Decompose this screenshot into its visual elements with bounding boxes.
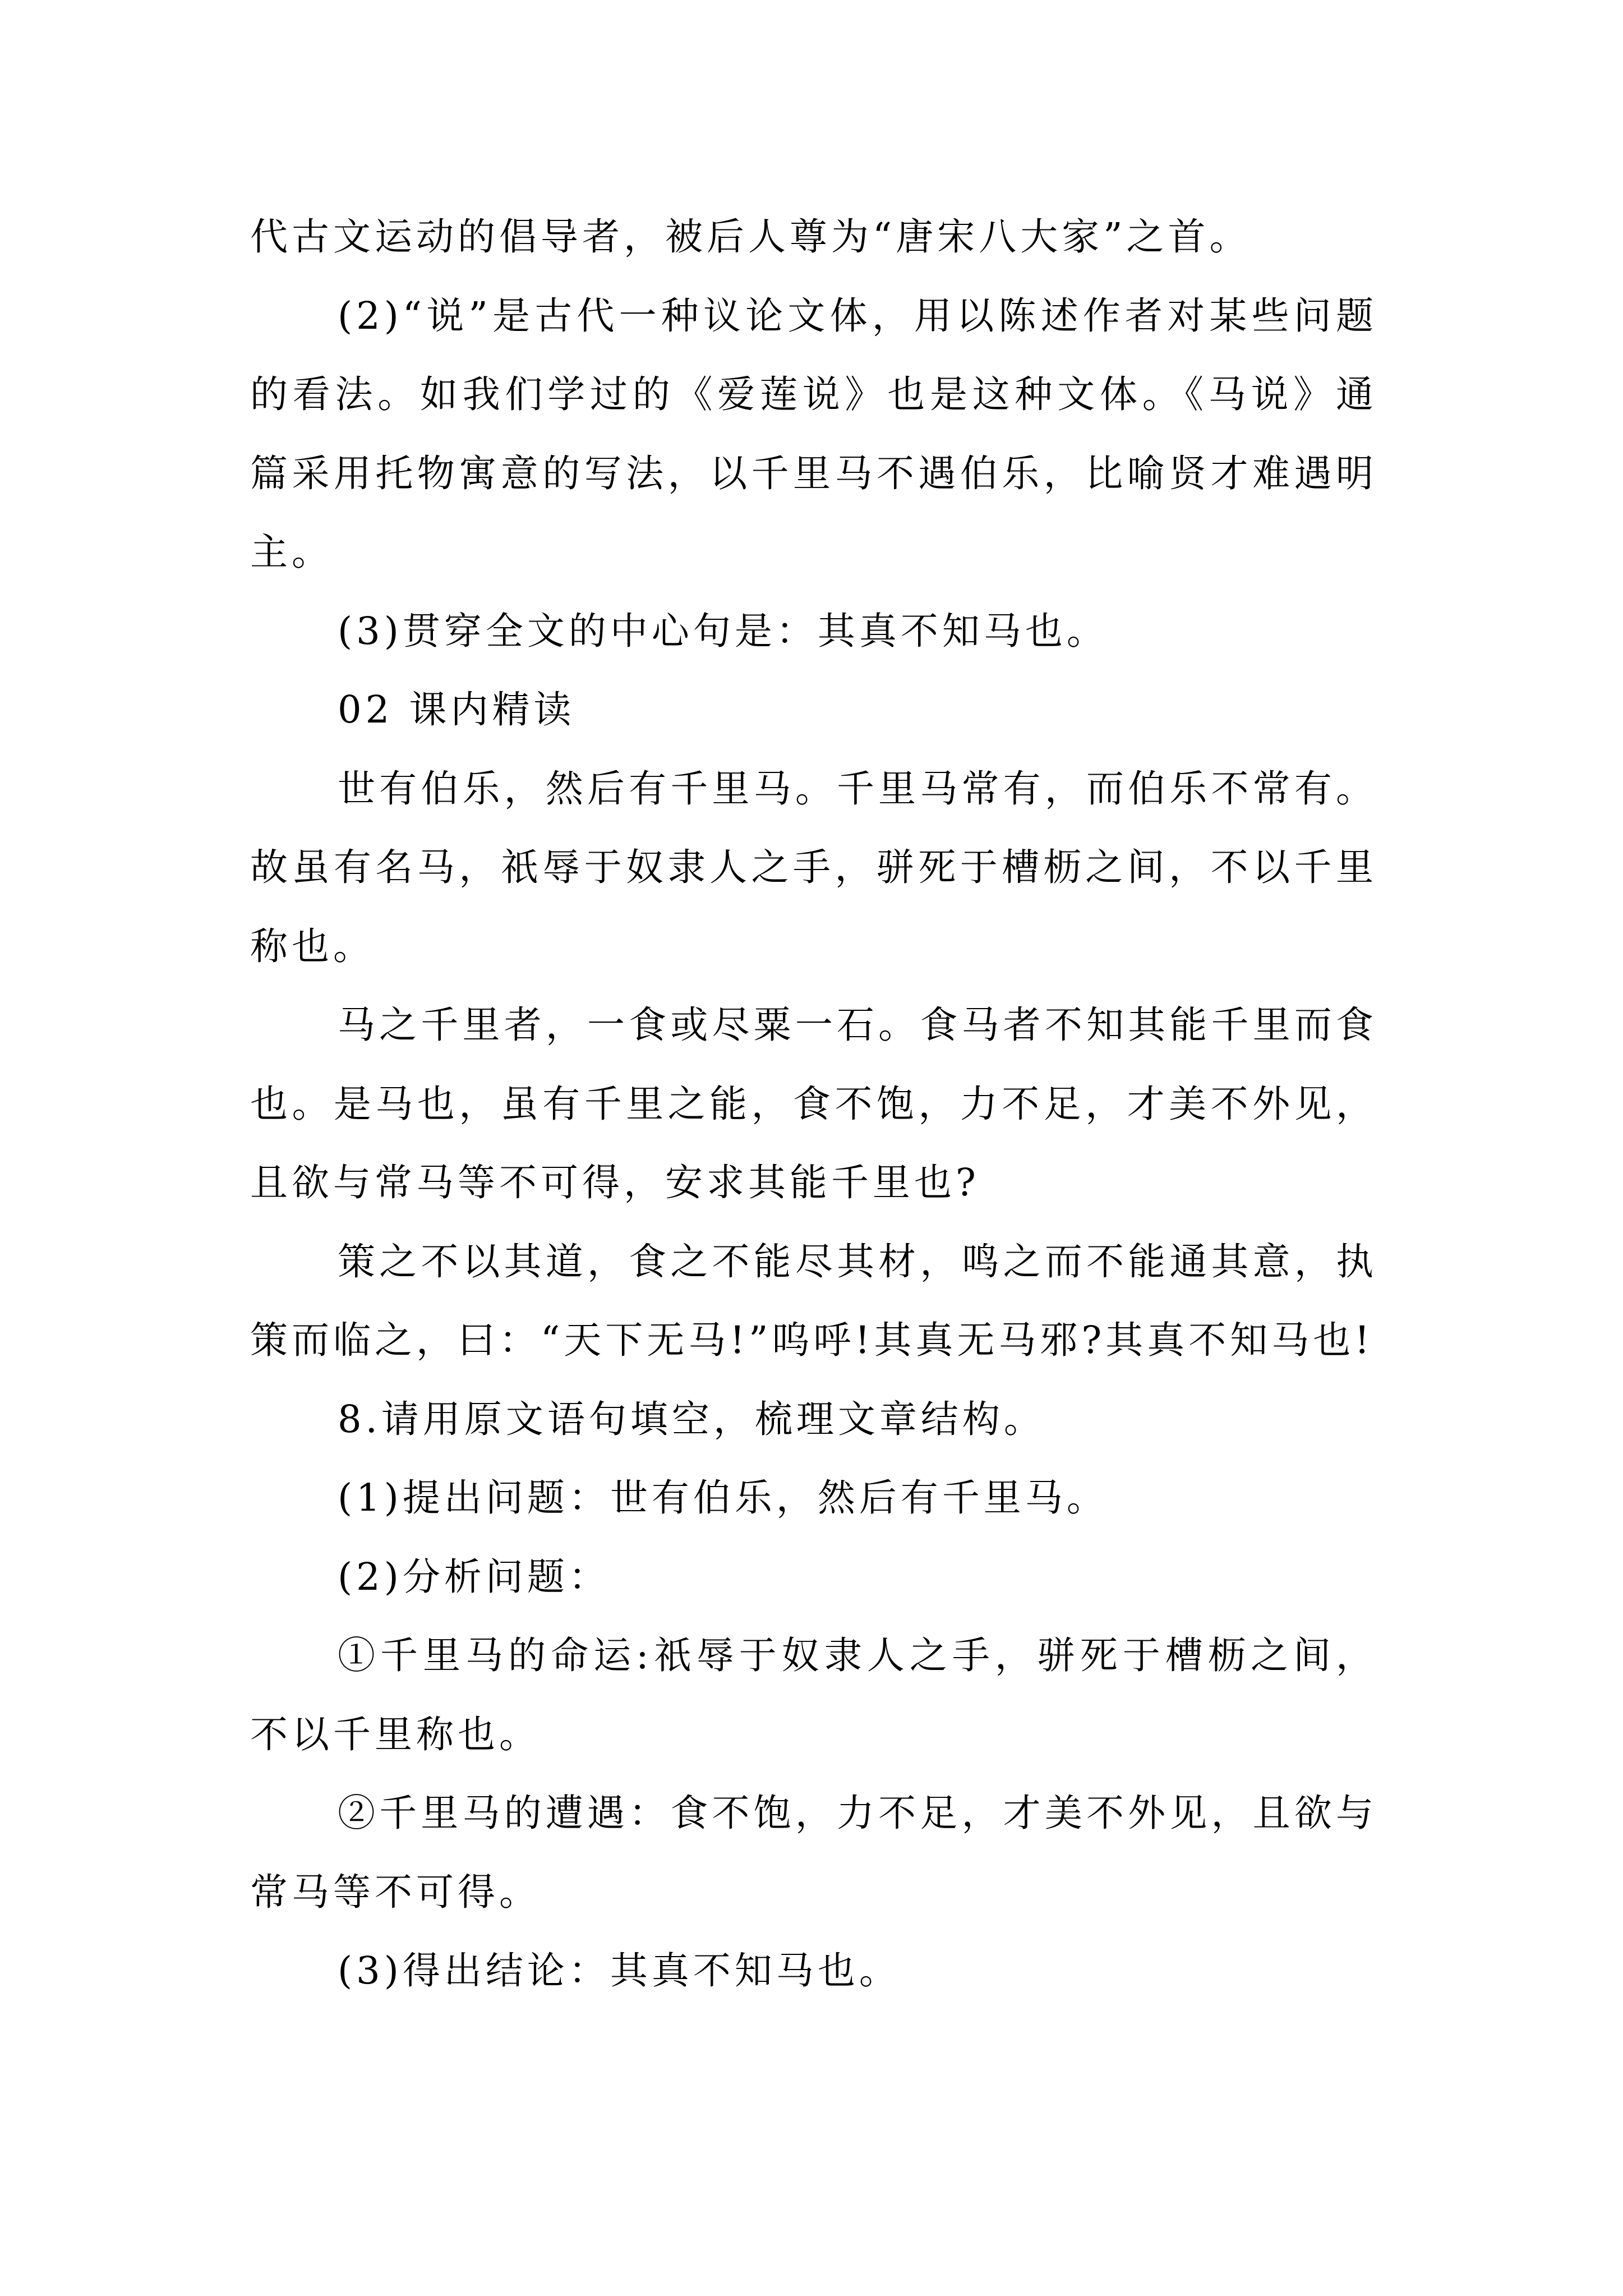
answer-2a-fate: ①千里马的命运:祇辱于奴隶人之手，骈死于槽枥之间，不以千里称也。 — [250, 1634, 1377, 1756]
answer-2b-treatment: ②千里马的遭遇：食不饱，力不足，才美不外见，且欲与常马等不可得。 — [250, 1791, 1377, 1914]
answer-1-raise-question: (1)提出问题：世有伯乐，然后有千里马。 — [338, 1476, 1108, 1520]
question-8-prompt: 8.请用原文语句填空，梳理文章结构。 — [338, 1397, 1045, 1441]
paragraph-note-2-genre: (2)“说”是古代一种议论文体，用以陈述作者对某些问题的看法。如我们学过的《爱莲说》也是这种文体。《马说》通篇采用托物寓意的写法，以千里马不遇伯乐，比喻贤才难遇明主。 — [250, 293, 1377, 574]
paragraph-note-3-central-sentence: (3)贯穿全文的中心句是：其真不知马也。 — [338, 609, 1108, 653]
paragraph-author-intro-continued: 代古文运动的倡导者，被后人尊为“唐宋八大家”之首。 — [250, 215, 1251, 259]
answer-2-analyze-question: (2)分析问题： — [338, 1554, 610, 1599]
text-paragraph-3: 策之不以其道，食之不能尽其材，鸣之而不能通其意，执策而临之，曰：“天下无马!”呜呼!其真无马邪?其真不知马也! — [250, 1239, 1377, 1362]
document-body — [250, 197, 1377, 2010]
answer-3-conclusion: (3)得出结论：其真不知马也。 — [338, 1949, 901, 1993]
section-heading-intensive-reading: 02 课内精读 — [338, 688, 575, 731]
text-paragraph-1: 世有伯乐，然后有千里马。千里马常有，而伯乐不常有。故虽有名马，祇辱于奴隶人之手，骈死于槽枥之间，不以千里称也。 — [250, 766, 1377, 968]
text-paragraph-2: 马之千里者，一食或尽粟一石。食马者不知其能千里而食也。是马也，虽有千里之能，食不饱，力不足，才美不外见，且欲与常马等不可得，安求其能千里也? — [250, 1003, 1377, 1204]
